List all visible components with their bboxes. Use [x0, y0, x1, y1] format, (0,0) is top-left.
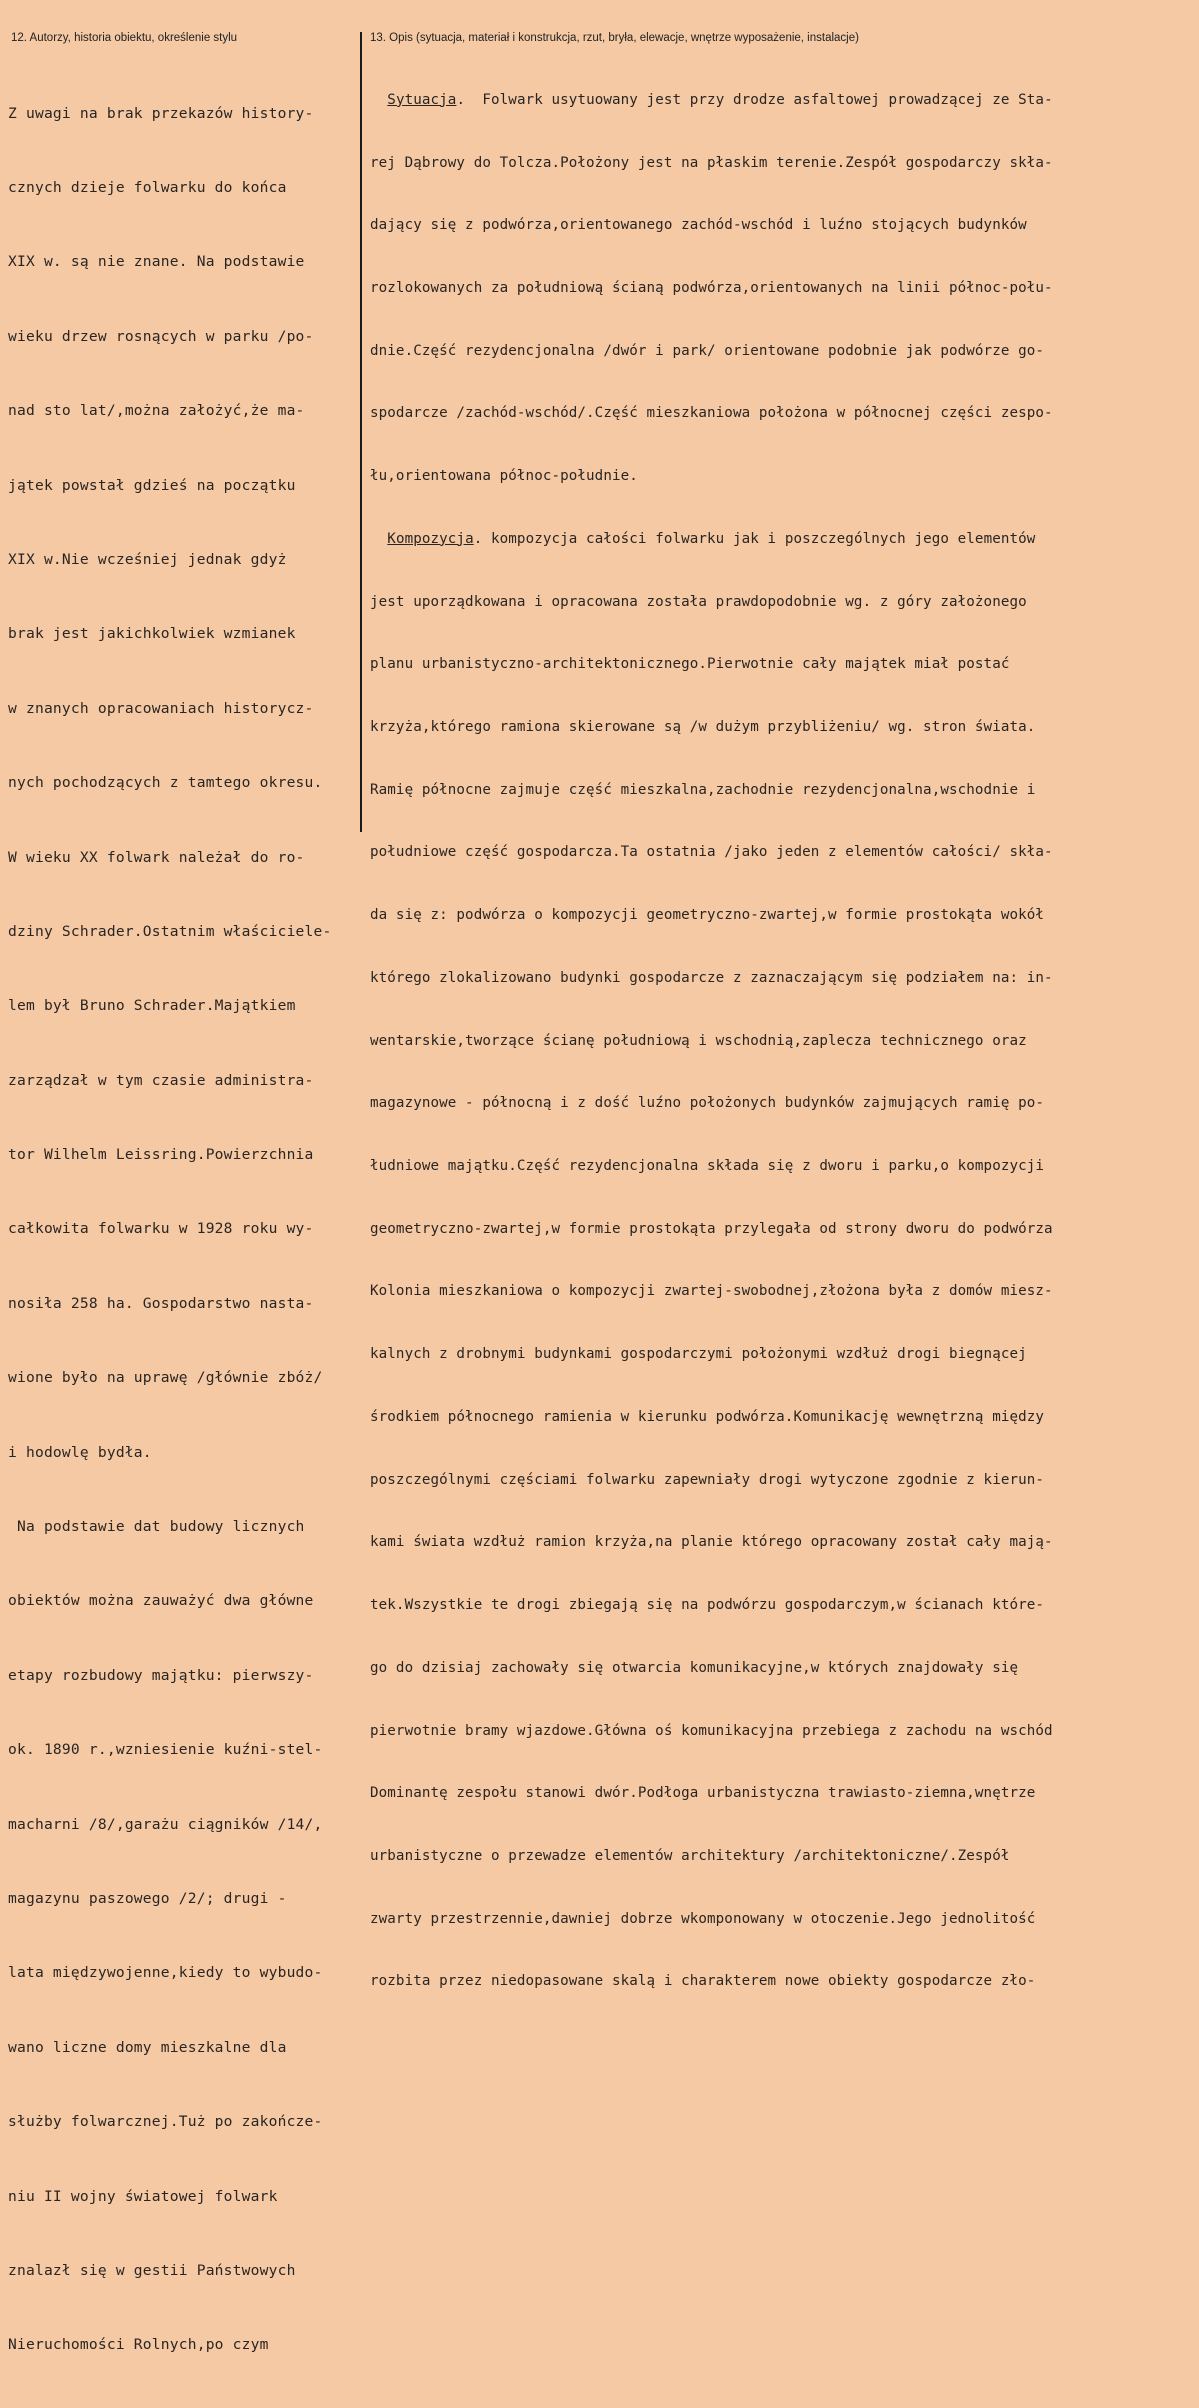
text-line: wione było na uprawę /głównie zbóż/: [8, 1369, 323, 1387]
text-line: etapy rozbudowy majątku: pierwszy-: [8, 1666, 314, 1684]
text-line: całkowita folwarku w 1928 roku wy-: [8, 1220, 314, 1238]
text-line: XIX w.Nie wcześniej jednak gdyż: [8, 550, 287, 568]
text-line: [370, 529, 1195, 550]
text-line: jest uporządkowana i opracowana została prawdopodobnie wg. z góry założonego: [370, 593, 1027, 610]
text-line: którego zlokalizowano budynki gospodarcze z zaznaczającym się podziałem na: in-: [370, 969, 1053, 986]
text-line: lem był Bruno Schrader.Majątkiem: [8, 997, 296, 1015]
text-line-body: Folwark usytuowany jest przy drodze asfaltowej prowadzącej ze Sta-: [482, 91, 1053, 108]
text-line: wentarskie,tworzące ścianę południową i wschodnią,zaplecza technicznego oraz: [370, 1032, 1027, 1049]
text-line: spodarcze /zachód-wschód/.Część mieszkaniowa położona w północnej części zespo-: [370, 405, 1053, 422]
text-line: da się z: podwórza o kompozycji geometryczno-zwartej,w formie prostokąta wokół: [370, 907, 1045, 924]
text-line: Sytuacja. Folwark usytuowany jest przy drodze asfaltowej prowadzącej ze Sta-: [387, 91, 1053, 108]
text-line: rozlokowanych za południową ścianą podwórza,orientowanych na linii północ-połu-: [370, 279, 1053, 296]
text-line: urbanistyczne o przewadze elementów architektury /architektoniczne/.Zespół: [370, 1847, 1010, 1864]
text-line: jątek powstał gdzieś na początku: [8, 476, 296, 494]
text-line: krzyża,którego ramiona skierowane są /w dużym przybliżeniu/ wg. stron świata.: [370, 719, 1036, 735]
text-line: nosiła 258 ha. Gospodarstwo nasta-: [8, 1294, 314, 1312]
text-line: go do dzisiaj zachowały się otwarcia komunikacyjne,w których znajdowały się: [370, 1659, 1019, 1676]
text-line: poszczególnymi częściami folwarku zapewniały drogi wytyczone zgodnie z kierun-: [370, 1471, 1045, 1488]
text-line: geometryczno-zwartej,w formie prostokąta przylegała od strony dworu do podwórza: [370, 1220, 1053, 1237]
text-line: Ramię północne zajmuje część mieszkalna,zachodnie rezydencjonalna,wschodnie i: [370, 781, 1036, 798]
text-line: obiektów można zauważyć dwa główne: [8, 1592, 314, 1610]
text-line: dziny Schrader.Ostatnim właściciele-: [8, 922, 332, 940]
text-line: Nieruchomości Rolnych,po czym: [8, 2336, 269, 2354]
description-text: [370, 48, 1195, 2034]
text-line: wieku drzew rosnących w parku /po-: [8, 327, 314, 345]
text-line: środkiem północnego ramienia w kierunku podwórza.Komunikację wewnętrzną między: [370, 1408, 1045, 1425]
kompozycja-heading: Kompozycja: [387, 530, 474, 547]
text-line: rozbita przez niedopasowane skalą i charakterem nowe obiekty gospodarcze zło-: [370, 1973, 1036, 1990]
text-line: zarządzał w tym czasie administra-: [8, 1071, 314, 1089]
text-line: łudniowe majątku.Część rezydencjonalna składa się z dworu i parku,o kompozycji: [370, 1158, 1045, 1175]
text-line: dnie.Część rezydencjonalna /dwór i park/ orientowane podobnie jak podwórze go-: [370, 342, 1045, 359]
text-line: służby folwarcznej.Tuż po zakończe-: [8, 2113, 323, 2131]
section-12-header: 12. Autorzy, historia obiektu, określenie stylu: [11, 32, 238, 44]
section-13-header: 13. Opis (sytuacja, materiał i konstrukcja, rzut, bryła, elewacje, wnętrze wyposażenie, instalacje): [370, 32, 859, 44]
text-line: brak jest jakichkolwiek wzmianek: [8, 625, 296, 643]
text-line-body: . kompozycja całości folwarku jak i poszczególnych jego elementów: [473, 530, 1036, 547]
text-line: południowe część gospodarcza.Ta ostatnia /jako jeden z elementów całości/ skła-: [370, 844, 1053, 861]
text-line: pierwotnie bramy wjazdowe.Główna oś komunikacyjna przebiega z zachodu na wschód: [370, 1722, 1053, 1739]
text-line: Z uwagi na brak przekazów history-: [8, 104, 314, 122]
text-line: macharni /8/,garażu ciągników /14/,: [8, 1815, 323, 1833]
text-line: wano liczne domy mieszkalne dla: [8, 2038, 287, 2056]
text-line: tor Wilhelm Leissring.Powierzchnia: [8, 1146, 314, 1164]
text-line: Na podstawie dat budowy licznych: [8, 1518, 305, 1536]
text-line: i hodowlę bydła.: [8, 1443, 152, 1461]
text-line: lata międzywojenne,kiedy to wybudo-: [8, 1964, 323, 1982]
text-line: magazynu paszowego /2/; drugi -: [8, 1889, 287, 1907]
text-line: nad sto lat/,można założyć,że ma-: [8, 402, 305, 420]
text-line: zwarty przestrzennie,dawniej dobrze wkomponowany w otoczenie.Jego jednolitość: [370, 1910, 1036, 1927]
text-line: dający się z podwórza,orientowanego zachód-wschód i luźno stojących budynków: [370, 217, 1027, 234]
text-line: planu urbanistyczno-architektonicznego.Pierwotnie cały majątek miał postać: [370, 656, 1010, 673]
text-line: XIX w. są nie znane. Na podstawie: [8, 253, 305, 271]
history-text: [8, 52, 358, 2408]
text-line: W wieku XX folwark należał do ro-: [8, 848, 305, 866]
text-line: ok. 1890 r.,wzniesienie kuźni-stel-: [8, 1741, 323, 1759]
text-line: kami świata wzdłuż ramion krzyża,na planie którego opracowany został cały mają-: [370, 1534, 1053, 1551]
text-line: łu,orientowana północ-południe.: [370, 468, 638, 485]
text-line: nych pochodzących z tamtego okresu.: [8, 774, 323, 792]
text-line: tek.Wszystkie te drogi zbiegają się na podwórzu gospodarczym,w ścianach które-: [370, 1597, 1045, 1614]
sytuacja-heading: Sytuacja: [387, 91, 457, 108]
text-line: magazynowe - północną i z dość luźno położonych budynków zajmujących ramię po-: [370, 1095, 1045, 1112]
text-line: kalnych z drobnymi budynkami gospodarczymi położonymi wzdłuż drogi biegnącej: [370, 1346, 1027, 1363]
column-divider: [360, 32, 362, 832]
text-line: Dominantę zespołu stanowi dwór.Podłoga urbanistyczna trawiasto-ziemna,wnętrze: [370, 1785, 1036, 1802]
text-line: w znanych opracowaniach historycz-: [8, 699, 314, 717]
text-line: cznych dzieje folwarku do końca: [8, 178, 287, 196]
text-line: rej Dąbrowy do Tolcza.Położony jest na płaskim terenie.Zespół gospodarczy skła-: [370, 154, 1053, 171]
text-line: niu II wojny światowej folwark: [8, 2187, 278, 2205]
text-line: Kolonia mieszkaniowa o kompozycji zwartej-swobodnej,złożona była z domów miesz-: [370, 1283, 1053, 1300]
text-line: znalazł się w gestii Państwowych: [8, 2261, 296, 2279]
